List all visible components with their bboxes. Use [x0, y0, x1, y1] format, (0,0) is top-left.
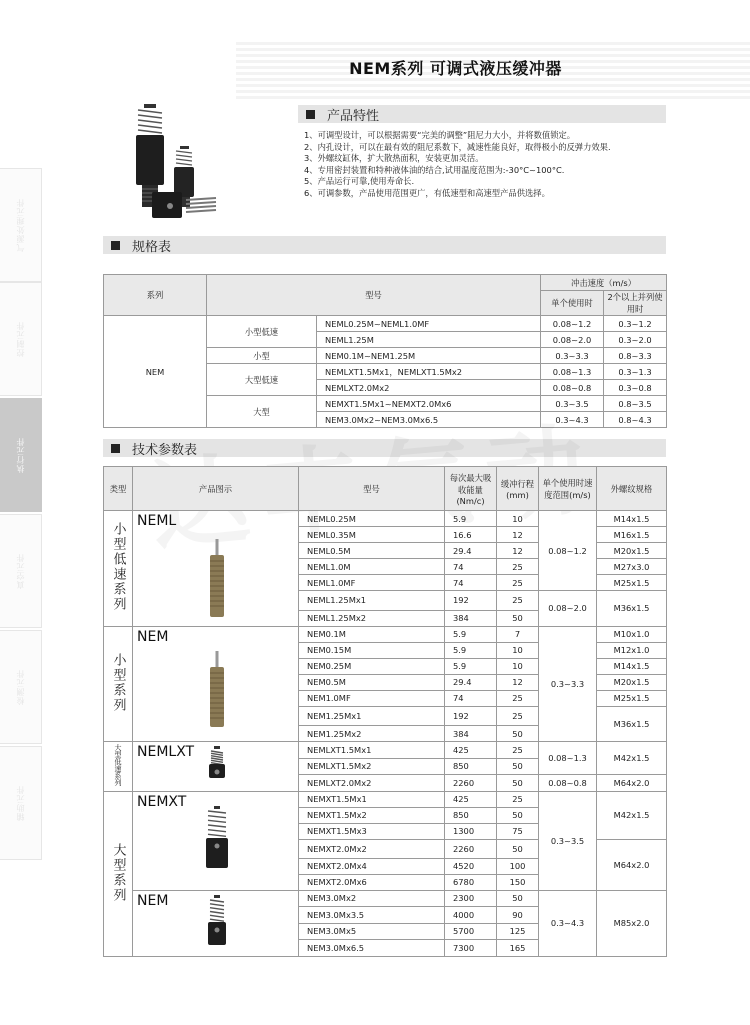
tech-model-cell: NEML0.25M	[299, 511, 445, 527]
product-series-name: NEMXT	[137, 793, 187, 810]
spec-group-cell: 大型	[207, 396, 317, 428]
tech-energy-cell: 850	[445, 758, 497, 775]
tech-stroke-cell: 10	[497, 642, 539, 658]
tech-stroke-cell: 50	[497, 807, 539, 823]
table-row	[104, 791, 667, 807]
tech-stroke-cell: 50	[497, 758, 539, 775]
shock-absorber-icon	[197, 511, 237, 623]
spec-multi-cell: 0.8~3.3	[604, 348, 667, 364]
side-tab-label: 辅助元件	[16, 785, 25, 821]
spec-multi-cell: 0.8~3.5	[604, 396, 667, 412]
tech-model-cell: NEMXT1.5Mx3	[299, 823, 445, 839]
tech-type-cell	[104, 626, 133, 742]
spec-multi-cell: 0.3~2.0	[604, 332, 667, 348]
spec-model-cell: NEMLXT1.5Mx1，NEMLXT1.5Mx2	[317, 364, 541, 380]
tech-speed-cell: 0.08~1.3	[539, 742, 597, 775]
shock-absorber-icon	[197, 891, 237, 951]
tech-thread-cell: M27x3.0	[597, 559, 667, 575]
spec-single-cell: 0.3~4.3	[541, 412, 604, 428]
tech-model-cell: NEMXT2.0Mx4	[299, 858, 445, 874]
side-tab-label: 检测元件	[16, 669, 25, 705]
tech-heading	[103, 439, 666, 457]
spec-heading	[103, 236, 666, 254]
tech-energy-cell: 192	[445, 706, 497, 726]
tech-thread-cell: M14x1.5	[597, 658, 667, 674]
tech-energy-cell: 16.6	[445, 527, 497, 543]
tech-speed-cell: 0.08~1.2	[539, 511, 597, 591]
tech-stroke-cell: 90	[497, 907, 539, 924]
tech-type-label: 小型系列	[110, 652, 126, 713]
tech-thread-cell: M36x1.5	[597, 591, 667, 627]
feature-item: 5、产品运行可靠,使用寿命长.	[304, 176, 415, 186]
tech-energy-cell: 5.9	[445, 658, 497, 674]
spec-header-multi: 2个以上并列使用时	[604, 291, 667, 316]
spec-single-cell: 0.08~1.3	[541, 364, 604, 380]
tech-illustration-cell	[133, 511, 299, 627]
tech-model-cell: NEML1.0MF	[299, 575, 445, 591]
spec-group-cell: 小型	[207, 348, 317, 364]
tech-model-cell: NEM0.1M	[299, 626, 445, 642]
spec-single-cell: 0.08~2.0	[541, 332, 604, 348]
tech-stroke-cell: 50	[497, 775, 539, 792]
table-row	[104, 890, 667, 907]
tech-thread-cell: M20x1.5	[597, 543, 667, 559]
tech-energy-cell: 4000	[445, 907, 497, 924]
feature-item: 3、外螺纹缸体，扩大散热面积，安装更加灵活。	[304, 153, 484, 163]
spec-single-cell: 0.3~3.3	[541, 348, 604, 364]
tech-energy-cell: 4520	[445, 858, 497, 874]
side-tab-strip	[0, 168, 42, 860]
tech-type-label: 大型低速系列	[114, 744, 122, 787]
side-tab-vacuum[interactable]	[0, 514, 42, 628]
tech-header-type: 类型	[104, 467, 133, 511]
tech-thread-cell: M25x1.5	[597, 575, 667, 591]
side-tab-actuator[interactable]	[0, 398, 42, 512]
product-series-name: NEML	[137, 513, 177, 529]
tech-energy-cell: 29.4	[445, 674, 497, 690]
tech-energy-cell: 5.9	[445, 626, 497, 642]
tech-header-energy: 每次最大吸收能量(Nm/c)	[445, 467, 497, 511]
tech-stroke-cell: 25	[497, 559, 539, 575]
tech-model-cell: NEM0.15M	[299, 642, 445, 658]
tech-thread-cell: M10x1.0	[597, 626, 667, 642]
table-row	[104, 511, 667, 527]
tech-stroke-cell: 50	[497, 610, 539, 626]
tech-speed-cell: 0.3~3.3	[539, 626, 597, 742]
tech-header-illustration: 产品图示	[133, 467, 299, 511]
tech-model-cell: NEML1.25Mx1	[299, 591, 445, 611]
page-title: NEM系列 可调式液压缓冲器	[349, 59, 562, 78]
tech-model-cell: NEM1.25Mx2	[299, 726, 445, 742]
tech-thread-cell: M42x1.5	[597, 742, 667, 775]
tech-stroke-cell: 12	[497, 674, 539, 690]
tech-thread-cell: M42x1.5	[597, 791, 667, 839]
tech-stroke-cell: 10	[497, 658, 539, 674]
table-row	[104, 316, 667, 332]
tech-thread-cell: M36x1.5	[597, 706, 667, 742]
spec-model-cell: NEM0.1M~NEM1.25M	[317, 348, 541, 364]
tech-energy-cell: 1300	[445, 823, 497, 839]
square-bullet-icon	[111, 241, 120, 250]
spec-multi-cell: 0.8~4.3	[604, 412, 667, 428]
tech-energy-cell: 850	[445, 807, 497, 823]
shock-absorber-icon	[197, 742, 237, 784]
tech-stroke-cell: 75	[497, 823, 539, 839]
tech-energy-cell: 384	[445, 610, 497, 626]
tech-model-cell: NEML1.25Mx2	[299, 610, 445, 626]
spec-group-cell: 大型低速	[207, 364, 317, 396]
tech-illustration-cell	[133, 890, 299, 956]
tech-energy-cell: 192	[445, 591, 497, 611]
tech-stroke-cell: 10	[497, 511, 539, 527]
tech-model-cell: NEMXT2.0Mx2	[299, 839, 445, 858]
tech-stroke-cell: 25	[497, 791, 539, 807]
tech-stroke-cell: 7	[497, 626, 539, 642]
shock-absorber-icon	[197, 627, 237, 733]
tech-heading-label: 技术参数表	[132, 442, 198, 458]
tech-thread-cell: M64x2.0	[597, 839, 667, 890]
tech-illustration-cell	[133, 626, 299, 742]
tech-stroke-cell: 100	[497, 858, 539, 874]
tech-speed-cell: 0.08~0.8	[539, 775, 597, 792]
tech-energy-cell: 2300	[445, 890, 497, 907]
side-tab-air-treatment[interactable]	[0, 168, 42, 282]
tech-illustration-cell	[133, 791, 299, 890]
feature-item: 1、可调型设计，可以根据需要“完美的调整”阻尼力大小，并将数值锁定。	[304, 130, 576, 140]
tech-model-cell: NEM3.0Mx5	[299, 923, 445, 940]
feature-item: 4、专用密封装置和特种液体油的结合,试用温度范围为:-30°C~100°C.	[304, 164, 565, 175]
tech-model-cell: NEM0.25M	[299, 658, 445, 674]
side-tab-label: 执行元件	[16, 437, 25, 473]
tech-stroke-cell: 25	[497, 575, 539, 591]
spec-group-cell: 小型低速	[207, 316, 317, 348]
tech-stroke-cell: 165	[497, 940, 539, 957]
spec-model-cell: NEML1.25M	[317, 332, 541, 348]
tech-energy-cell: 2260	[445, 839, 497, 858]
tech-energy-cell: 7300	[445, 940, 497, 957]
spec-multi-cell: 0.3~1.3	[604, 364, 667, 380]
spec-header-single: 单个使用时	[541, 291, 604, 316]
tech-model-cell: NEMLXT2.0Mx2	[299, 775, 445, 792]
tech-stroke-cell: 25	[497, 690, 539, 706]
tech-model-cell: NEM1.0MF	[299, 690, 445, 706]
tech-model-cell: NEM3.0Mx6.5	[299, 940, 445, 957]
tech-stroke-cell: 50	[497, 839, 539, 858]
tech-energy-cell: 425	[445, 742, 497, 759]
product-photo	[128, 96, 240, 226]
spec-single-cell: 0.3~3.5	[541, 396, 604, 412]
tech-header-speed: 单个使用时速度范围(m/s)	[539, 467, 597, 511]
tech-model-cell: NEM3.0Mx3.5	[299, 907, 445, 924]
tech-speed-cell: 0.3~4.3	[539, 890, 597, 956]
tech-model-cell: NEM1.25Mx1	[299, 706, 445, 726]
tech-stroke-cell: 50	[497, 890, 539, 907]
spec-table	[103, 274, 667, 428]
square-bullet-icon	[111, 444, 120, 453]
table-row	[104, 626, 667, 642]
square-bullet-icon	[306, 110, 315, 119]
tech-energy-cell: 74	[445, 690, 497, 706]
tech-energy-cell: 425	[445, 791, 497, 807]
feature-list	[304, 130, 684, 199]
tech-stroke-cell: 25	[497, 591, 539, 611]
tech-type-label: 大型系列	[110, 842, 126, 903]
tech-energy-cell: 2260	[445, 775, 497, 792]
tech-stroke-cell: 12	[497, 527, 539, 543]
tech-thread-cell: M16x1.5	[597, 527, 667, 543]
tech-thread-cell: M64x2.0	[597, 775, 667, 792]
tech-model-cell: NEMXT1.5Mx2	[299, 807, 445, 823]
tech-model-cell: NEMLXT1.5Mx2	[299, 758, 445, 775]
tech-energy-cell: 5.9	[445, 511, 497, 527]
spec-model-cell: NEMXT1.5Mx1~NEMXT2.0Mx6	[317, 396, 541, 412]
tech-stroke-cell: 12	[497, 543, 539, 559]
side-tab-label: 控制元件	[16, 321, 25, 357]
tech-energy-cell: 384	[445, 726, 497, 742]
tech-model-cell: NEMXT1.5Mx1	[299, 791, 445, 807]
tech-model-cell: NEML1.0M	[299, 559, 445, 575]
tech-type-label: 小型低速系列	[110, 522, 126, 613]
side-tab-label: 真空元件	[16, 553, 25, 589]
tech-energy-cell: 5700	[445, 923, 497, 940]
spec-single-cell: 0.08~1.2	[541, 316, 604, 332]
side-tab-detection[interactable]	[0, 630, 42, 744]
tech-model-cell: NEM3.0Mx2	[299, 890, 445, 907]
spec-multi-cell: 0.3~0.8	[604, 380, 667, 396]
feature-item: 6、可调参数，产品使用范围更广，有低速型和高速型产品供选择。	[304, 187, 550, 198]
tech-table	[103, 466, 667, 957]
features-heading	[298, 105, 666, 123]
tech-speed-cell: 0.3~3.5	[539, 791, 597, 890]
product-series-name: NEMLXT	[137, 744, 195, 760]
product-series-name: NEM	[137, 892, 169, 909]
tech-energy-cell: 5.9	[445, 642, 497, 658]
tech-thread-cell: M14x1.5	[597, 511, 667, 527]
side-tab-accessory[interactable]	[0, 746, 42, 860]
feature-item: 2、内孔设计，可以在最有效的阻尼系数下，减速性能良好，取得极小的反弹力效果.	[304, 141, 611, 152]
tech-thread-cell: M25x1.5	[597, 690, 667, 706]
tech-model-cell: NEM0.5M	[299, 674, 445, 690]
tech-energy-cell: 6780	[445, 874, 497, 890]
spec-series-cell: NEM	[104, 316, 207, 428]
tech-stroke-cell: 25	[497, 742, 539, 759]
tech-model-cell: NEMLXT1.5Mx1	[299, 742, 445, 759]
tech-header-stroke: 缓冲行程(mm)	[497, 467, 539, 511]
tech-energy-cell: 29.4	[445, 543, 497, 559]
tech-header-thread: 外螺纹规格	[597, 467, 667, 511]
tech-model-cell: NEML0.35M	[299, 527, 445, 543]
features-heading-label: 产品特性	[327, 108, 380, 124]
spec-model-cell: NEMLXT2.0Mx2	[317, 380, 541, 396]
tech-thread-cell: M85x2.0	[597, 890, 667, 956]
spec-model-cell: NEM3.0Mx2~NEM3.0Mx6.5	[317, 412, 541, 428]
tech-energy-cell: 74	[445, 559, 497, 575]
tech-illustration-cell	[133, 742, 299, 792]
tech-thread-cell: M12x1.0	[597, 642, 667, 658]
tech-model-cell: NEML0.5M	[299, 543, 445, 559]
side-tab-label: 气源处理元件	[16, 198, 25, 252]
product-series-name: NEM	[137, 628, 169, 645]
tech-type-cell	[104, 511, 133, 627]
spec-header-model: 型号	[207, 275, 541, 316]
tech-stroke-cell: 125	[497, 923, 539, 940]
tech-stroke-cell: 50	[497, 726, 539, 742]
spec-single-cell: 0.08~0.8	[541, 380, 604, 396]
spec-header-series: 系列	[104, 275, 207, 316]
tech-speed-cell: 0.08~2.0	[539, 591, 597, 627]
tech-model-cell: NEMXT2.0Mx6	[299, 874, 445, 890]
tech-type-cell	[104, 791, 133, 956]
tech-energy-cell: 74	[445, 575, 497, 591]
tech-stroke-cell: 25	[497, 706, 539, 726]
shock-absorber-icon	[197, 792, 237, 874]
tech-thread-cell: M20x1.5	[597, 674, 667, 690]
spec-heading-label: 规格表	[132, 239, 172, 255]
tech-type-cell	[104, 742, 133, 792]
spec-multi-cell: 0.3~1.2	[604, 316, 667, 332]
spec-header-speed: 冲击速度（m/s）	[541, 275, 667, 291]
side-tab-control[interactable]	[0, 282, 42, 396]
table-row	[104, 742, 667, 759]
tech-stroke-cell: 150	[497, 874, 539, 890]
spec-model-cell: NEML0.25M~NEML1.0MF	[317, 316, 541, 332]
tech-header-model: 型号	[299, 467, 445, 511]
